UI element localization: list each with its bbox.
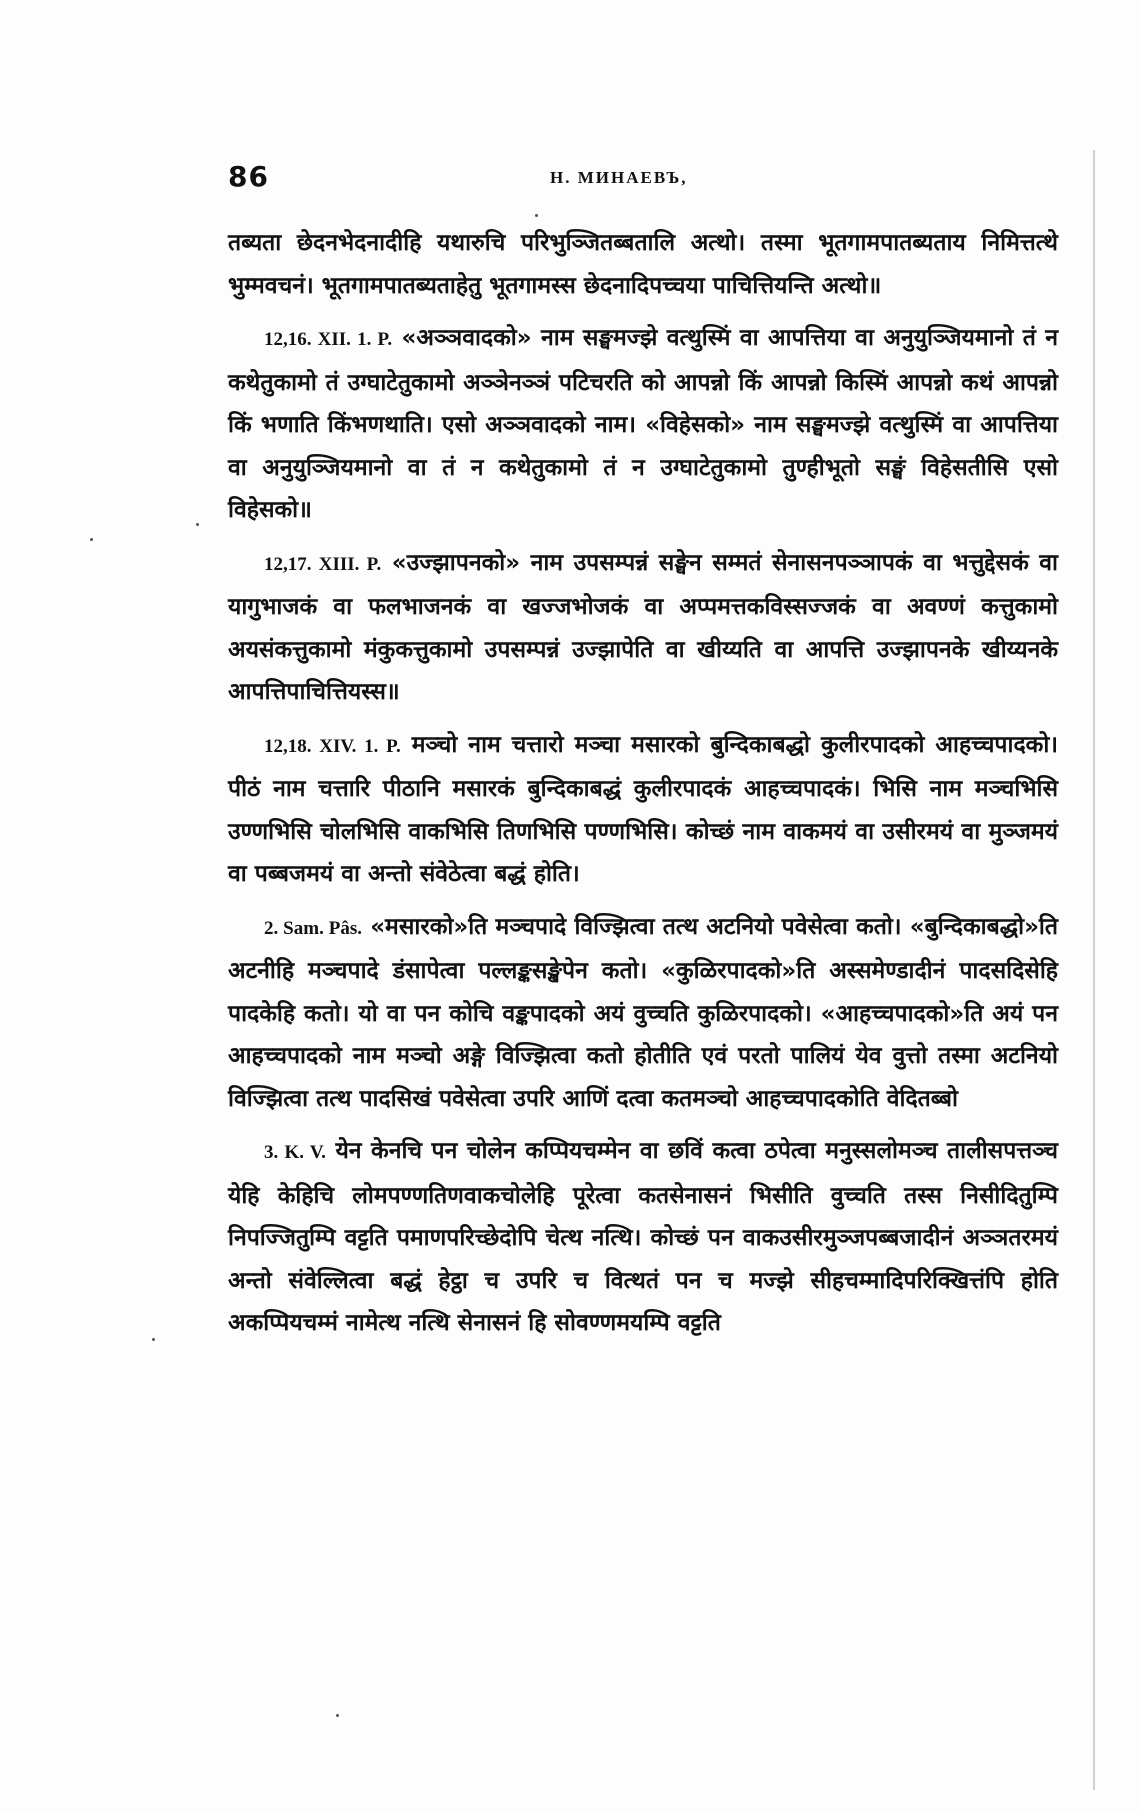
entry-reference: 12,16. XII. 1. P. [264, 329, 393, 350]
entry-reference: 12,17. XIII. P. [264, 553, 382, 575]
note-reference: 3. K. V. [264, 1142, 326, 1163]
paragraph-text: येन केनचि पन चोलेन कप्पियचम्मेन वा छविं कत्वा ठपेत्वा मनुस्सलोमञ्च तालीसपत्तञ्च येहि केहिचि लोमपण्णतिणवाकचोलेहि पूरेत्वा कतसेनासनं भिसीति वुच्चति तस्स निसीदितुम्पि निपज्जितुम्पि वट्टति पमाणपरिच्छेदोपि चेत्थ नत्थि। कोच्छं पन वाकउसीरमुञ्जपब्बजादीनं अञ्ञतरमयं अन्तो संवेल्लित्वा बद्धं हेट्ठा च उपरि च वित्थतं पन च मज्झे सीहचम्मादिपरिक्खित्तंपि होति अकप्पियचम्मं नामेत्थ नत्थि सेनासनं हि सोवण्णमयम्पि वट्टति [228, 1138, 1058, 1336]
paragraph-text: «अञ्ञवादको» नाम सङ्घमज्झे वत्थुस्मिं वा आपत्तिया वा अनुयुञ्जियमानो तं न कथेतुकामो तं उग्घाटेतुकामो अञ्ञेनञ्ञं पटिचरति को आपन्नो किं आपन्नो किस्मिं आपन्नो कथं आपन्नो किं भणाति किंभणथाति। एसो अञ्ञवादको नाम। «विहेसको» नाम सङ्घमज्झे वत्थुस्मिं वा आपत्तिया वा अनुयुञ्जियमानो वा तं न कथेतुकामो तं न उग्घाटेतुकामो तुण्हीभूतो सङ्घं विहेसतीसि एसो विहेसको॥ [228, 325, 1058, 523]
page-edge-rule [1093, 150, 1095, 1790]
scan-speck [336, 1714, 339, 1717]
paragraph-text: «मसारको»ति मञ्चपादे विज्झित्वा तत्थ अटनियो पवेसेत्वा कतो। «बुन्दिकाबद्धो»ति अटनीहि मञ्चपादे डंसापेत्वा पल्लङ्कसङ्खेपेन कतो। «कुळिरपादको»ति अस्समेण्डादीनं पादसदिसेहि पादकेहि कतो। यो वा पन कोचि वङ्कपादको अयं वुच्चति कुळिरपादको। «आहच्चपादको»ति अयं पन आहच्चपादको नाम मञ्चो अङ्गे विज्झित्वा कतो होतीति एवं परतो पालियं येव वुत्तो तस्मा अटनियो विज्झित्वा तत्थ पादसिखं पवेसेत्वा उपरि आणिं दत्वा कतमञ्चो आहच्चपादकोति वेदितब्बो [228, 913, 1059, 1112]
paragraph-text: मञ्चो नाम चत्तारो मञ्चा मसारको बुन्दिकाबद्धो कुलीरपादको आहच्चपादको। पीठं नाम चत्तारि पीठानि मसारकं बुन्दिकाबद्धं कुलीरपादकं आहच्चपादकं। भिसि नाम मञ्चभिसि उण्णभिसि चोलभिसि वाकभिसि तिणभिसि पण्णभिसि। कोच्छं नाम वाकमयं वा उसीरमयं वा मुञ्जमयं वा पब्बजमयं वा अन्तो संवेठेत्वा बद्धं होति। [228, 731, 1059, 887]
scan-speck [535, 214, 538, 217]
scan-speck [196, 523, 199, 526]
page-number: 86 [228, 160, 269, 193]
paragraph-text: «उज्झापनको» नाम उपसम्पन्नं सङ्घेन सम्मतं सेनासनपञ्ञापकं वा भत्तुद्देसकं वा यागुभाजकं वा फलभाजनकं वा खज्जभोजकं वा अप्पमत्तकविस्सज्जकं वा अवण्णं कत्तुकामो अयसंकत्तुकामो मंकुकत्तुकामो उपसम्पन्नं उज्झापेति वा खीय्यति वा आपत्ति उज्झापनके खीय्यनके आपत्तिपाचित्तियस्स॥ [228, 549, 1058, 705]
paragraph-entry [228, 542, 1058, 714]
scan-speck [152, 1338, 155, 1341]
paragraph-note [228, 1130, 1058, 1345]
text-column [228, 222, 1058, 1355]
paragraph-note [228, 906, 1058, 1121]
running-head: Н. МИНАЕВЪ, [550, 168, 688, 187]
paragraph-entry [228, 317, 1058, 532]
page-header [228, 160, 1058, 200]
note-reference: 2. Sam. Pâs. [264, 917, 363, 939]
scan-speck [90, 538, 93, 541]
entry-reference: 12,18. XIV. 1. P. [264, 735, 401, 757]
paragraph-text: तब्यता छेदनभेदनादीहि यथारुचि परिभुञ्जितब्बतालि अत्थो। तस्मा भूतगामपातब्यताय निमित्तत्थे भुम्मवचनं। भूतगामपातब्यताहेतु भूतगामस्स छेदनादिपच्चया पाचित्तियन्ति अत्थो॥ [228, 230, 1058, 299]
paragraph-continuation [228, 222, 1058, 307]
paragraph-entry [228, 724, 1058, 896]
